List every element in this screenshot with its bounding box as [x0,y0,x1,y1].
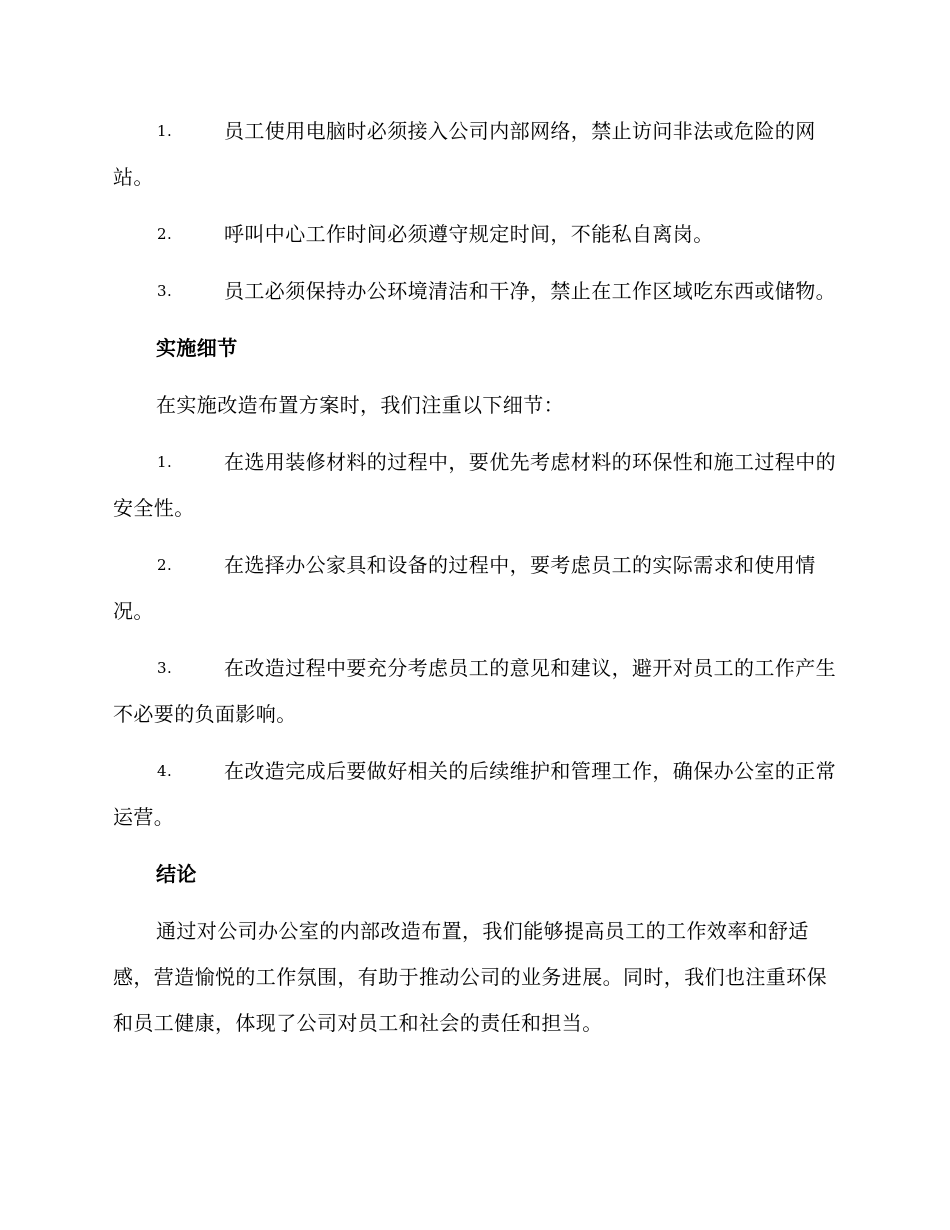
list-item-text: 员工使用电脑时必须接入公司内部网络，禁止访问非法或危险的网站。 [113,119,816,189]
list-item-text: 在选用装修材料的过程中，要优先考虑材料的环保性和施工过程中的安全性。 [113,450,836,520]
rule-item-1 [113,108,836,200]
list-number: 1. [157,122,173,140]
list-number: 3. [157,282,173,300]
list-item-text: 在改造完成后要做好相关的后续维护和管理工作，确保办公室的正常运营。 [113,759,836,829]
list-number: 2. [157,225,173,243]
detail-item-3 [113,645,836,737]
list-item-text: 在选择办公家具和设备的过程中，要考虑员工的实际需求和使用情况。 [113,553,816,623]
list-number: 4. [157,762,173,780]
list-item-text: 呼叫中心工作时间必须遵守规定时间，不能私自离岗。 [224,222,714,246]
list-number: 2. [157,556,173,574]
conclusion-paragraph: 通过对公司办公室的内部改造布置，我们能够提高员工的工作效率和舒适感，营造愉悦的工作氛围，有助于推动公司的业务进展。同时，我们也注重环保和员工健康，体现了公司对员工和社会的责任和担当。 [113,919,827,1035]
list-number: 1. [157,453,173,471]
implementation-intro: 在实施改造布置方案时，我们注重以下细节： [156,393,564,417]
section-heading-conclusion: 结论 [156,862,197,886]
detail-item-2 [113,542,836,634]
rule-item-2 [113,211,836,257]
detail-item-1 [113,439,836,531]
rule-item-3 [113,268,836,314]
detail-item-4 [113,748,836,840]
section-heading-implementation: 实施细节 [156,336,238,360]
list-number: 3. [157,659,173,677]
list-item-text: 员工必须保持办公环境清洁和干净，禁止在工作区域吃东西或储物。 [224,279,836,303]
list-item-text: 在改造过程中要充分考虑员工的意见和建议，避开对员工的工作产生不必要的负面影响。 [113,656,836,726]
